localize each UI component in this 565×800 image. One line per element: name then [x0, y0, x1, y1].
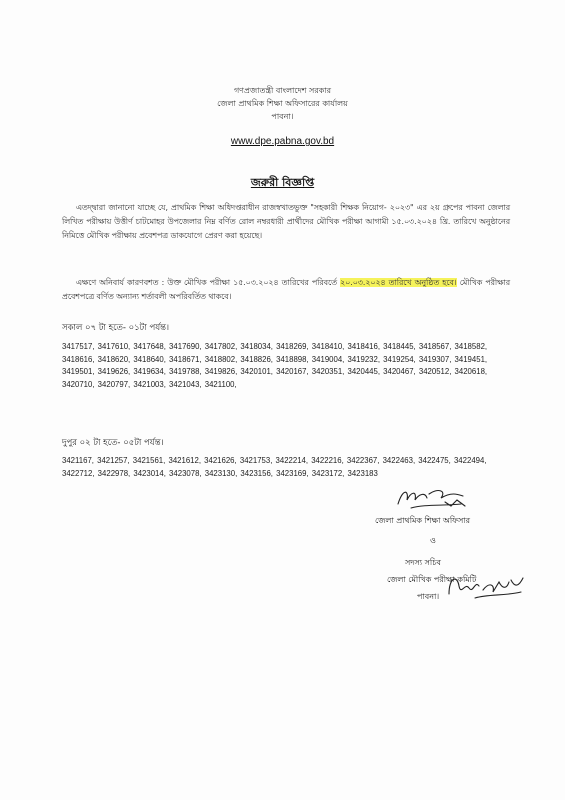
signatory-conjunction: ও — [430, 536, 436, 545]
morning-session-label: সকাল ০৭ টা হতে- ০১টা পর্যন্ত। — [62, 323, 170, 333]
government-name: গণপ্রজাতন্ত্রী বাংলাদেশ সরকার — [233, 86, 332, 95]
notice-paragraph-2 — [62, 276, 510, 304]
office-location: পাবনা। — [271, 112, 294, 121]
signature-mark-bottom — [445, 568, 527, 602]
signatory-committee: জেলা মৌখিক পরীক্ষা কমিটি — [387, 575, 477, 584]
signatory-title: জেলা প্রাথমিক শিক্ষা অফিসার — [375, 516, 471, 525]
noon-session-label: দুপুর ০২ টা হতে- ০৫টা পর্যন্ত। — [62, 438, 164, 448]
signatory-role: সদস্য সচিব — [405, 558, 441, 567]
notice-title: জরুরী বিজ্ঞপ্তি — [250, 176, 315, 189]
highlighted-new-date: ২০.০৩.২০২৪ তারিখে অনুষ্ঠিত হবে। — [340, 278, 457, 287]
notice-paragraph-1: এতদ্দ্বারা জানানো যাচ্ছে যে, প্রাথমিক শিক্ষা অধিদপ্তরাধীন রাজস্বখাতভুক্ত "সহকারী শিক্ষক নিয়োগ- ২০২৩" এর ২য় গ্রুপের পাবনা জেলার লিখিত পরীক্ষায় উত্তীর্ণ চাটমোহর উপজেলার নিম্ন বর্ণিত রোল নম্বরধারী প্রার্থীদের মৌখিক পরীক্ষা আগামী ১৫.০৩.২০২৪ খ্রি. তারিখে অনুষ্ঠানের নিমিত্তে মৌখিক পরীক্ষায় প্রবেশপত্র ডাকযোগে প্রেরণ করা হয়েছে। — [62, 203, 510, 240]
signature-mark-top — [395, 482, 475, 514]
website-link[interactable]: www.dpe.pabna.gov.bd — [230, 136, 335, 147]
office-name: জেলা প্রাথমিক শিক্ষা অফিসারের কার্যালয় — [217, 99, 348, 108]
paragraph-2-part-2: মৌখিক পরীক্ষার প্রবেশপত্রে বর্ণিত অন্যান্য শর্তাবলী অপরিবর্তিত থাকবে। — [62, 278, 510, 301]
signatory-location: পাবনা। — [417, 592, 440, 601]
morning-roll-list: 3417517, 3417610, 3417648, 3417690, 3417802, 3418034, 3418269, 3418410, 3418416, 3418445, 3418567, 3418582, 3418616, 3418620, 3418640, 3418671, 3418802, 3418826, 3418898, 3419004, 3419232, 3419254, 3419307, 3419451, 3419501, 3419626, 3419634, 3419788, 3419826, 3420101, 3420167, 3420351, 3420445, 3420467, 3420512, 3420618, 3420710, 3420797, 3421003, 3421043, 3421100, — [62, 342, 488, 389]
paragraph-2-part-1: এক্ষণে অনিবার্য কারণবশত : উক্ত মৌখিক পরীক্ষা ১৫.০৩.২০২৪ তারিখের পরিবর্তে — [76, 278, 341, 287]
noon-roll-list: 3421167, 3421257, 3421561, 3421612, 3421626, 3421753, 3422214, 3422216, 3422367, 3422463, 3422475, 3422494, 3422712, 3422978, 3423014, 3423078, 3423130, 3423156, 3423169, 3423172, 3423183 — [62, 456, 487, 478]
